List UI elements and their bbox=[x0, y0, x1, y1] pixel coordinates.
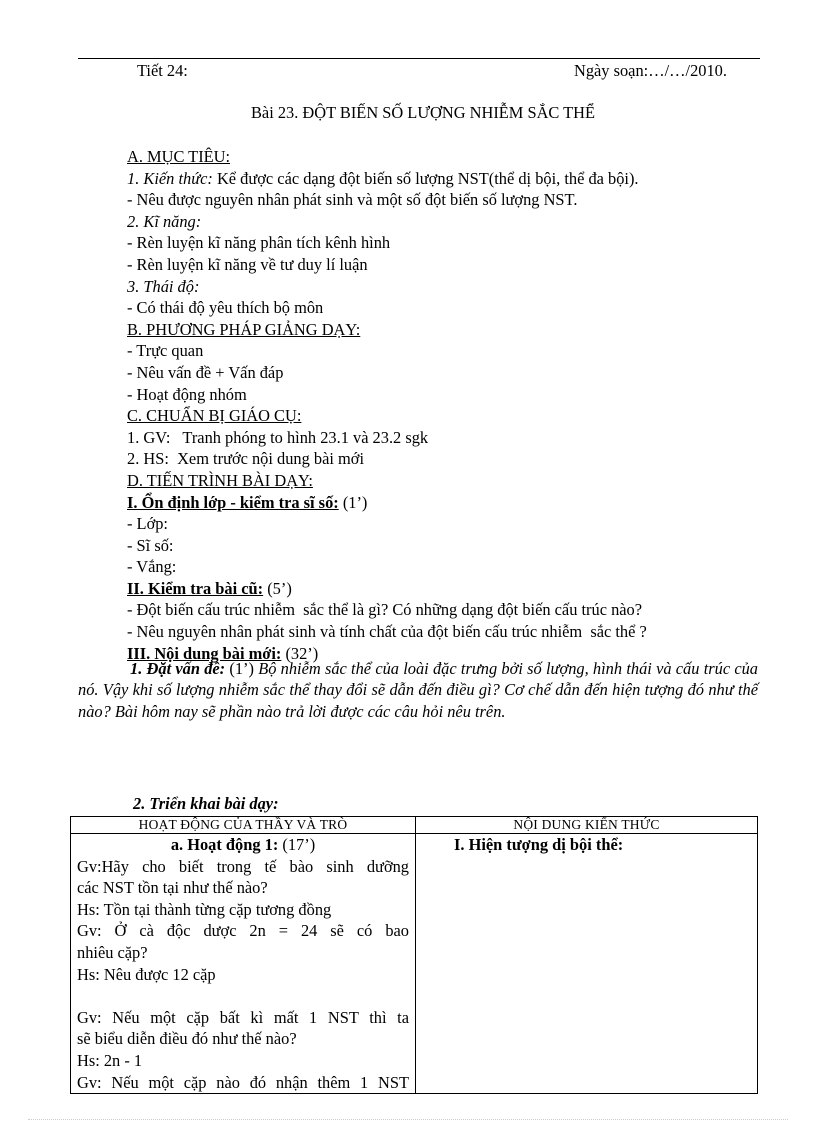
dialog-line: Gv: Nếu một cặp nào đó nhận thêm 1 NST bbox=[77, 1072, 409, 1092]
activity-heading bbox=[77, 834, 409, 856]
dialog-line: nhiêu cặp? bbox=[77, 942, 148, 962]
part3-label: III. Nội dung bài mới: bbox=[127, 643, 282, 663]
col-header-content: NỘI DUNG KIẾN THỨC bbox=[416, 817, 758, 834]
dialog-line: Hs: Nêu được 12 cặp bbox=[77, 964, 216, 984]
header-rule bbox=[78, 58, 760, 59]
col-header-activities: HOẠT ĐỘNG CỦA THẦY VÀ TRÒ bbox=[71, 817, 416, 834]
part2-label: II. Kiểm tra bài cũ: bbox=[127, 578, 264, 598]
section-b-heading: B. PHƯƠNG PHÁP GIẢNG DẠY: bbox=[127, 319, 361, 339]
section-d-heading: D. TIẾN TRÌNH BÀI DẠY: bbox=[127, 470, 313, 490]
activity-label: a. Hoạt động 1: bbox=[170, 835, 279, 854]
skills-item: - Rèn luyện kĩ năng phân tích kênh hình bbox=[127, 233, 391, 253]
review-question: - Nêu nguyên nhân phát sinh và tính chất của đột biến cấu trúc nhiễm sắc thể ? bbox=[127, 622, 647, 642]
content-cell bbox=[416, 834, 758, 1094]
intro-label: 1. Đặt vấn đề: bbox=[130, 659, 226, 678]
activities-cell bbox=[71, 834, 416, 1094]
knowledge-line bbox=[127, 168, 747, 190]
lesson-outline bbox=[127, 146, 747, 664]
method-item: - Hoạt động nhóm bbox=[127, 384, 247, 404]
page-bottom-edge bbox=[28, 1119, 788, 1120]
dialog-line: Gv: Nếu một cặp bất kì mất 1 NST thì ta bbox=[77, 1007, 409, 1027]
student-prep: 2. HS: Xem trước nội dung bài mới bbox=[127, 449, 364, 469]
content-heading: I. Hiện tượng dị bội thể: bbox=[454, 835, 624, 854]
activity-time: (17’) bbox=[278, 835, 316, 854]
attitude-item: - Có thái độ yêu thích bộ môn bbox=[127, 298, 324, 318]
blank-line bbox=[77, 985, 409, 1007]
attendance-item: - Lớp: bbox=[127, 514, 168, 534]
intro-text: Bộ nhiễm sắc thể của loài đặc trưng bởi số lượng, hình thái và cấu trúc của nó. Vậy khi số lượng nhiễm sắc thể thay đổi sẽ dẫn đến điều gì? Cơ chế dẫn đến hiện tượng đó như thế nào? Bài hôm nay sẽ phần nào trả lời được các câu hỏi nêu trên. bbox=[78, 659, 759, 721]
attendance-item: - Sĩ số: bbox=[127, 535, 174, 555]
skills-item: - Rèn luyện kĩ năng về tư duy lí luận bbox=[127, 254, 368, 274]
knowledge-line-2: - Nêu được nguyên nhân phát sinh và một số đột biến số lượng NST. bbox=[127, 190, 578, 210]
part2-time: (5’) bbox=[263, 578, 292, 598]
dialog-line: sẽ biểu diễn điều đó như thế nào? bbox=[77, 1029, 297, 1049]
lesson-table bbox=[70, 816, 758, 1094]
dialog-line: Hs: Tồn tại thành từng cặp tương đồng bbox=[77, 899, 332, 919]
section-a-heading: A. MỤC TIÊU: bbox=[127, 147, 231, 166]
part1-heading bbox=[127, 492, 747, 514]
prepared-date: Ngày soạn:…/…/2010. bbox=[574, 61, 727, 80]
dialog-line: Gv:Hãy cho biết trong tế bào sinh dưỡng bbox=[77, 856, 409, 876]
method-item: - Nêu vấn đề + Vấn đáp bbox=[127, 362, 284, 382]
dialog-line: Gv: Ở cà độc dược 2n = 24 sẽ có bao bbox=[77, 921, 409, 941]
part2-heading bbox=[127, 578, 747, 600]
knowledge-label: 1. Kiến thức: bbox=[127, 168, 213, 188]
attendance-item: - Vắng: bbox=[127, 557, 177, 577]
knowledge-text: Kể được các dạng đột biến số lượng NST(thể dị bội, thể đa bội). bbox=[212, 168, 639, 188]
intro-paragraph bbox=[78, 658, 758, 722]
lesson-number: Tiết 24: bbox=[137, 61, 188, 80]
review-question: - Đột biến cấu trúc nhiễm sắc thể là gì? Có những dạng đột biến cấu trúc nào? bbox=[127, 600, 643, 620]
skills-label: 2. Kĩ năng: bbox=[127, 211, 202, 231]
part1-label: I. Ổn định lớp - kiểm tra sĩ số: bbox=[127, 492, 339, 512]
dialog-line: Hs: 2n - 1 bbox=[77, 1050, 143, 1070]
teacher-prep: 1. GV: Tranh phóng to hình 23.1 và 23.2 sgk bbox=[127, 427, 429, 447]
part3-time: (32’) bbox=[281, 643, 319, 663]
dialog-line: các NST tồn tại như thế nào? bbox=[77, 878, 268, 898]
page-title: Bài 23. ĐỘT BIẾN SỐ LƯỢNG NHIỄM SẮC THỂ bbox=[250, 103, 596, 122]
section-c-heading: C. CHUẨN BỊ GIÁO CỤ: bbox=[127, 406, 302, 426]
attitude-label: 3. Thái độ: bbox=[127, 276, 200, 296]
intro-time: (1’) bbox=[225, 659, 259, 678]
part1-time: (1’) bbox=[338, 492, 368, 512]
method-item: - Trực quan bbox=[127, 341, 204, 361]
deploy-heading: 2. Triển khai bài dạy: bbox=[133, 794, 279, 813]
